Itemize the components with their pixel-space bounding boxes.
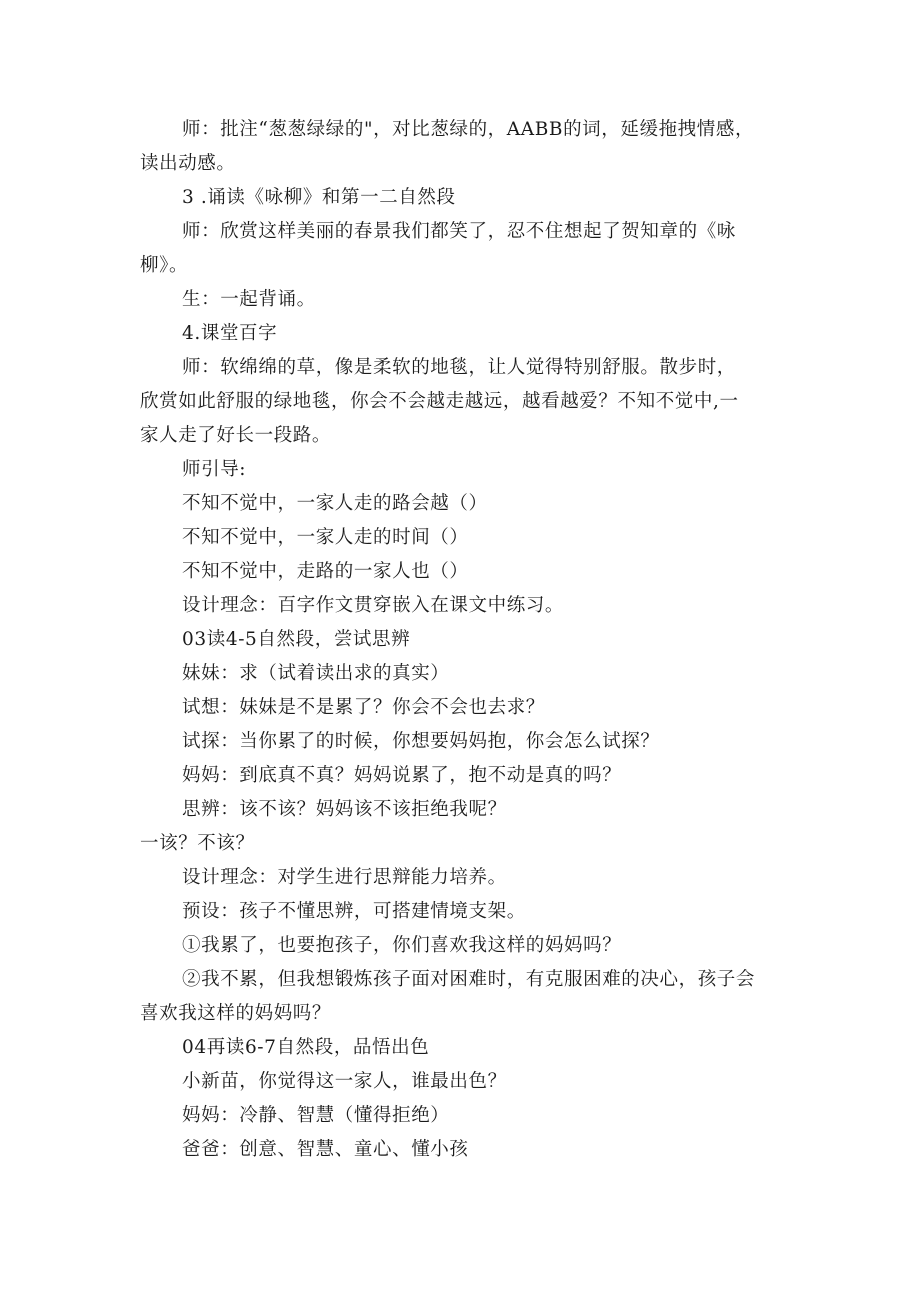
paragraph-line: 妈妈：到底真不真？妈妈说累了，抱不动是真的吗？ [182, 765, 622, 786]
paragraph-line: 不知不觉中，一家人走的时间（） [182, 527, 469, 548]
paragraph-line: 设计理念：百字作文贯穿嵌入在课文中练习。 [182, 595, 565, 616]
paragraph-line: 妹妹：求（试着读出求的真实） [182, 663, 450, 684]
paragraph-line: 家人走了好长一段路。 [140, 425, 332, 446]
paragraph-line: 师：批注“葱葱绿绿的"，对比葱绿的，AABB的词，延缓拖拽情感， [182, 119, 755, 140]
section-heading: 4.课堂百字 [182, 323, 278, 344]
paragraph-line: 试探：当你累了的时候，你想要妈妈抱，你会怎么试探？ [182, 731, 660, 752]
section-heading: 03读4-5自然段，尝试思辨 [182, 629, 411, 650]
paragraph-line: 预设：孩子不懂思辨，可搭建情境支架。 [182, 901, 526, 922]
paragraph-line: 师引导: [182, 459, 247, 480]
paragraph-line: 妈妈：冷静、智慧（懂得拒绝） [182, 1105, 450, 1126]
paragraph-line: 喜欢我这样的妈妈吗？ [140, 1003, 332, 1024]
paragraph-line: 试想：妹妹是不是累了？你会不会也去求？ [182, 697, 545, 718]
paragraph-line: 爸爸：创意、智慧、童心、懂小孩 [182, 1139, 469, 1160]
paragraph-line: 不知不觉中，一家人走的路会越（） [182, 493, 488, 514]
paragraph-line: 生：一起背诵。 [182, 289, 316, 310]
paragraph-line: 柳》。 [140, 255, 189, 276]
paragraph-line: 设计理念：对学生进行思辩能力培养。 [182, 867, 507, 888]
paragraph-line: 一该？不该？ [140, 833, 255, 854]
section-heading: 04再读6-7自然段，品悟出色 [182, 1037, 430, 1058]
paragraph-line: 不知不觉中，走路的一家人也（） [182, 561, 469, 582]
paragraph-line: ②我不累，但我想锻炼孩子面对困难时，有克服困难的决心，孩子会 [182, 969, 756, 990]
paragraph-line: 师：欣赏这样美丽的春景我们都笑了，忍不住想起了贺知章的《咏 [182, 221, 736, 242]
paragraph-line: ①我累了，也要抱孩子，你们喜欢我这样的妈妈吗？ [182, 935, 622, 956]
paragraph-line: 小新苗，你觉得这一家人，谁最出色？ [182, 1071, 507, 1092]
paragraph-line: 欣赏如此舒服的绿地毯，你会不会越走越远，越看越爱？不知不觉中,一 [140, 391, 739, 412]
paragraph-line: 读出动感。 [140, 153, 236, 174]
paragraph-line: 思辨：该不该？妈妈该不该拒绝我呢？ [182, 799, 507, 820]
paragraph-line: 师：软绵绵的草，像是柔软的地毯，让人觉得特别舒服。散步时， [182, 357, 736, 378]
section-heading: 3 .诵读《咏柳》和第一二自然段 [182, 187, 456, 208]
